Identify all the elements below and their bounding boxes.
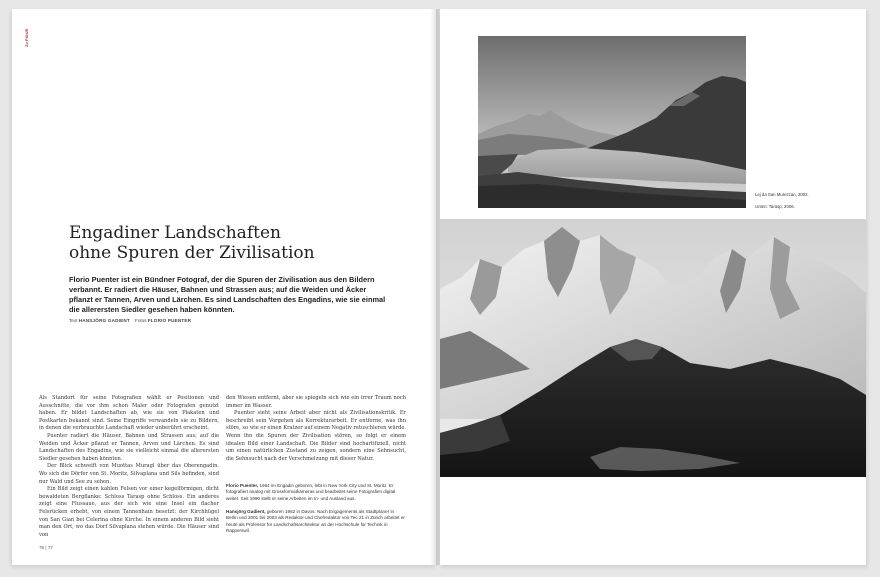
- right-page: [440, 9, 866, 565]
- bio-text: geboren 1962 in Davos. Nach Engagements als Stadtplaner in Berlin und 2001 bis 2003 als Redaktor und Chefredaktor von Tec 21 in Zürich arbeitet er heute als Professor für Landschaftsarchitektur an der Hochschule für Technik in Rapperswil.: [226, 509, 405, 534]
- body-paragraph: den Wiesen entfernt, aber sie spiegeln sich wie ein irrer Traum noch immer im Wasser.: [226, 395, 406, 409]
- photo-caption: Lej da San Murezzan, 2002.: [755, 192, 809, 197]
- bio-text: 1964 im Engadin geboren, lebt in New York City und St. Moritz. Er fotografiert analog mit Grossformatkameras und bearbeitet seine Fotografien digital weiter. Seit 1990 stellt er seine Arbeiten im In- und Ausland aus.: [226, 483, 396, 501]
- title-line-2: ohne Spuren der Zivilisation: [69, 243, 315, 263]
- byline: [69, 318, 191, 323]
- body-paragraph: Ein Bild zeigt einen kahlen Felsen vor einer kegelförmigen, dicht bewaldeten Bergflanke: Schloss Tarasp ohne Schloss. Ein anderes zeigt eine Flussaue, aus der sich wie eine Insel ein flacher Felsrücken erhebt, von einem Tannenhain besetzt: der Kirchhügel von San Gian bei Celerina ohne Kirche. In einem anderen Bild sieht man den Ort, wo das Dorf Silvaplana stehen würde. Die Häuser sind von: [39, 486, 219, 538]
- body-column-2: [226, 395, 406, 463]
- photo-label: Fotos: [135, 318, 147, 323]
- body-paragraph: Als Standort für seine Fotografien wählt er Positionen und Ausschnitte, die vor ihm schon Maler oder Fotografen genutzt haben. Er bildet Landschaften ab, wie sie von Plakaten und Postkarten bekannt sind. Seine Eingriffe verwandeln sie zu Bildern, in denen die verbrauchte Landschaft wieder unberührt erscheint.: [39, 395, 219, 432]
- text-label: Text: [69, 318, 78, 323]
- mountain-photo: [440, 219, 866, 477]
- page-numbers: 76 | 77: [39, 545, 53, 550]
- photo-caption: Unten: Tarasp, 2006.: [755, 204, 795, 209]
- left-page: [12, 9, 436, 565]
- photo-author: FLORIO PUENTER: [147, 318, 192, 323]
- title-line-1: Engadiner Landschaften: [69, 223, 281, 243]
- bio-name: Florio Puenter,: [226, 483, 259, 488]
- body-paragraph: Puenter radiert die Häuser, Bahnen und Strassen aus; auf die Weiden und Äcker pflanzt er Tannen, Arven und Lärchen. Es sind Landschaften des Engadins, wie sie vielleicht einmal die allerersten Siedler gesehen haben könnten.: [39, 432, 219, 462]
- mountain-landscape-image: [440, 219, 866, 477]
- lake-photo: [478, 36, 746, 208]
- lead-paragraph: Florio Puenter ist ein Bündner Fotograf, der die Spuren der Zivilisation aus den Bildern verbannt. Er radiert die Häuser, Bahnen und Strassen aus; auf die Weiden und Äcker pflanzt er Tannen, Arven und Lärchen. Es sind Landschaften des Engadins, wie sie einmal die allerersten Siedler gesehen haben könnten.: [69, 275, 386, 314]
- bio-name: Hansjörg Gadient,: [226, 509, 266, 514]
- photographer-bio: [226, 483, 406, 502]
- body-column-1: [39, 395, 219, 539]
- body-paragraph: Der Blick schweift von Muottas Muragl über das Oberengadin. Wo sich die Dörfer von St. Moritz, Silvaplana und Sils befinden, sind nur Wald und See zu sehen.: [39, 463, 219, 485]
- author-bio: [226, 509, 406, 535]
- lake-landscape-image: [478, 36, 746, 208]
- text-author: HANSJÖRG GADIENT: [78, 318, 130, 323]
- article-title: [69, 223, 315, 263]
- body-paragraph: Puenter sieht seine Arbeit aber nicht als Zivilisationskritik. Er beschreibt sein Vorgehen als Korrekturarbeit. Er entferne, was ihn störe, so wie er einen Kratzer auf einem Negativ retuschieren würde. Wenn ihn die Spuren der Zivilisation stören, so folgt er einem idealen Bild einer Landschaft. Die Bilder sind hochartifiziell, nicht um einen natürlichen Zustand zu zeigen, sondern eine Sehnsucht, die Sehnsucht nach der Verschmelzung mit dieser Natur.: [226, 410, 406, 462]
- section-tag: Zu FIGUR: [24, 28, 29, 47]
